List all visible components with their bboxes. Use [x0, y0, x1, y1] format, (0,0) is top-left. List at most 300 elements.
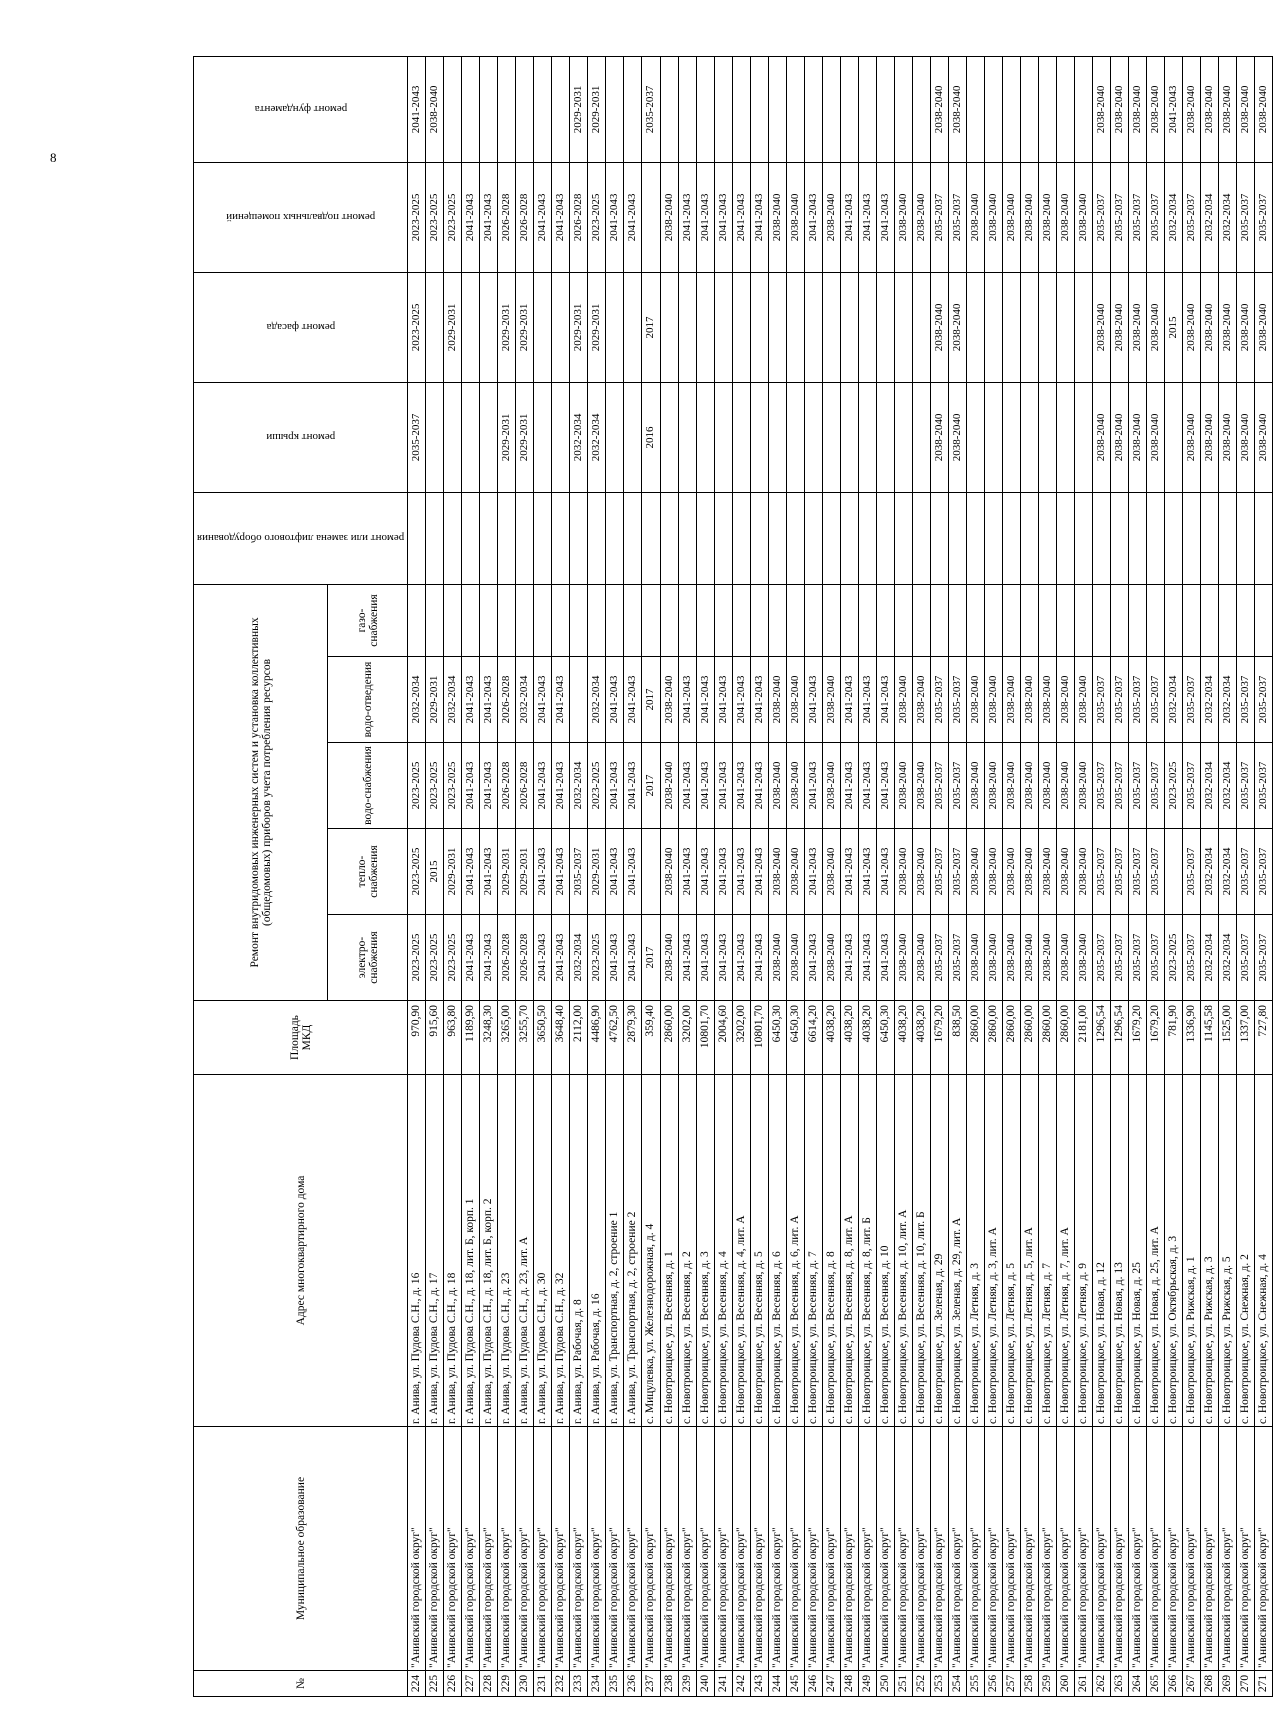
cell-lift	[912, 492, 930, 584]
cell-water: 2026-2028	[516, 743, 534, 829]
cell-basement: 2041-2043	[552, 162, 570, 272]
table-row	[1146, 56, 1164, 1696]
cell-area: 1336,90	[1182, 1001, 1200, 1075]
table-row	[642, 56, 660, 1696]
cell-facade	[678, 272, 696, 382]
cell-electric: 2023-2025	[426, 915, 444, 1001]
cell-water: 2041-2043	[678, 743, 696, 829]
cell-basement: 2038-2040	[1038, 162, 1056, 272]
cell-roof: 2038-2040	[930, 382, 948, 492]
cell-basement: 2038-2040	[984, 162, 1002, 272]
cell-gas	[930, 584, 948, 656]
cell-no: 236	[624, 1671, 642, 1697]
cell-address: г. Анива, ул. Пудова С.Н., д. 18, лит. Б, корп. 2	[480, 1075, 498, 1427]
cell-area: 3255,70	[516, 1001, 534, 1075]
cell-basement: 2041-2043	[876, 162, 894, 272]
cell-basement: 2038-2040	[660, 162, 678, 272]
cell-area: 4486,90	[588, 1001, 606, 1075]
cell-no: 233	[570, 1671, 588, 1697]
cell-area: 6614,20	[804, 1001, 822, 1075]
cell-basement: 2041-2043	[624, 162, 642, 272]
cell-electric: 2035-2037	[948, 915, 966, 1001]
cell-address: с. Новотроицкое, ул. Летняя, д. 3, лит. А	[984, 1075, 1002, 1427]
cell-electric: 2026-2028	[516, 915, 534, 1001]
cell-facade: 2038-2040	[1200, 272, 1218, 382]
cell-foundation	[1038, 56, 1056, 162]
cell-water: 2026-2028	[498, 743, 516, 829]
cell-roof	[732, 382, 750, 492]
table-header	[194, 56, 408, 1696]
cell-sewer: 2041-2043	[714, 657, 732, 743]
cell-address: с. Новотроицкое, ул. Весенняя, д. 3	[696, 1075, 714, 1427]
cell-lift	[534, 492, 552, 584]
cell-address: с. Новотроицкое, ул. Зеленая, д. 29, лит. А	[948, 1075, 966, 1427]
cell-roof	[1074, 382, 1092, 492]
cell-municipality: "Анивский городской округ"	[894, 1427, 912, 1671]
cell-gas	[804, 584, 822, 656]
cell-facade	[984, 272, 1002, 382]
cell-foundation: 2038-2040	[1237, 56, 1255, 162]
cell-address: с. Новотроицкое, ул. Новая, д. 13	[1110, 1075, 1128, 1427]
cell-no: 246	[804, 1671, 822, 1697]
cell-sewer: 2041-2043	[804, 657, 822, 743]
table-row	[804, 56, 822, 1696]
cell-no: 260	[1056, 1671, 1074, 1697]
cell-lift	[786, 492, 804, 584]
cell-basement: 2038-2040	[768, 162, 786, 272]
cell-basement: 2041-2043	[750, 162, 768, 272]
cell-gas	[1110, 584, 1128, 656]
cell-gas	[714, 584, 732, 656]
table-row	[714, 56, 732, 1696]
cell-gas	[624, 584, 642, 656]
cell-foundation	[1002, 56, 1020, 162]
cell-electric: 2041-2043	[462, 915, 480, 1001]
cell-gas	[1237, 584, 1255, 656]
cell-roof	[840, 382, 858, 492]
cell-water: 2038-2040	[1002, 743, 1020, 829]
cell-water: 2041-2043	[696, 743, 714, 829]
cell-water: 2035-2037	[1110, 743, 1128, 829]
table-row	[858, 56, 876, 1696]
cell-lift	[822, 492, 840, 584]
cell-no: 255	[966, 1671, 984, 1697]
cell-basement: 2023-2025	[426, 162, 444, 272]
cell-sewer: 2038-2040	[966, 657, 984, 743]
cell-address: с. Новотроицкое, ул. Весенняя, д. 1	[660, 1075, 678, 1427]
table-row	[1164, 56, 1182, 1696]
cell-water: 2038-2040	[786, 743, 804, 829]
cell-sewer: 2038-2040	[822, 657, 840, 743]
cell-sewer: 2038-2040	[1074, 657, 1092, 743]
cell-area: 915,60	[426, 1001, 444, 1075]
cell-facade	[534, 272, 552, 382]
cell-municipality: "Анивский городской округ"	[1146, 1427, 1164, 1671]
table-row	[732, 56, 750, 1696]
table-row	[840, 56, 858, 1696]
cell-foundation	[552, 56, 570, 162]
cell-facade: 2038-2040	[930, 272, 948, 382]
cell-gas	[1038, 584, 1056, 656]
cell-address: с. Новотроицкое, ул. Весенняя, д. 5	[750, 1075, 768, 1427]
cell-area: 1679,20	[1128, 1001, 1146, 1075]
cell-no: 269	[1218, 1671, 1236, 1697]
cell-electric: 2032-2034	[1218, 915, 1236, 1001]
cell-no: 242	[732, 1671, 750, 1697]
cell-area: 6450,30	[768, 1001, 786, 1075]
cell-gas	[1092, 584, 1110, 656]
cell-foundation	[516, 56, 534, 162]
cell-sewer: 2035-2037	[1128, 657, 1146, 743]
cell-facade: 2029-2031	[588, 272, 606, 382]
cell-basement: 2023-2025	[444, 162, 462, 272]
cell-area: 1679,20	[930, 1001, 948, 1075]
cell-basement: 2026-2028	[498, 162, 516, 272]
table-row	[930, 56, 948, 1696]
cell-sewer: 2035-2037	[1237, 657, 1255, 743]
table-row	[822, 56, 840, 1696]
table-row	[426, 56, 444, 1696]
cell-gas	[1074, 584, 1092, 656]
cell-basement: 2038-2040	[1020, 162, 1038, 272]
cell-municipality: "Анивский городской округ"	[516, 1427, 534, 1671]
cell-heat: 2038-2040	[1038, 829, 1056, 915]
cell-sewer: 2032-2034	[588, 657, 606, 743]
cell-gas	[966, 584, 984, 656]
cell-electric: 2038-2040	[912, 915, 930, 1001]
cell-water: 2038-2040	[894, 743, 912, 829]
cell-water: 2038-2040	[1020, 743, 1038, 829]
cell-sewer: 2032-2034	[1200, 657, 1218, 743]
cell-lift	[1146, 492, 1164, 584]
cell-electric: 2023-2025	[408, 915, 426, 1001]
cell-facade	[876, 272, 894, 382]
cell-sewer: 2041-2043	[732, 657, 750, 743]
cell-heat: 2038-2040	[822, 829, 840, 915]
table-row	[1092, 56, 1110, 1696]
cell-roof	[984, 382, 1002, 492]
cell-electric: 2041-2043	[480, 915, 498, 1001]
cell-roof	[750, 382, 768, 492]
cell-electric: 2023-2025	[588, 915, 606, 1001]
cell-basement: 2038-2040	[966, 162, 984, 272]
cell-sewer	[570, 657, 588, 743]
cell-gas	[696, 584, 714, 656]
cell-heat: 2038-2040	[1020, 829, 1038, 915]
cell-electric: 2038-2040	[1038, 915, 1056, 1001]
cell-water: 2041-2043	[804, 743, 822, 829]
cell-electric: 2035-2037	[1182, 915, 1200, 1001]
cell-water: 2041-2043	[462, 743, 480, 829]
cell-municipality: "Анивский городской округ"	[1164, 1427, 1182, 1671]
cell-address: г. Анива, ул. Пудова С.Н., д. 23, лит. А	[516, 1075, 534, 1427]
table-row	[1074, 56, 1092, 1696]
cell-facade	[804, 272, 822, 382]
cell-area: 838,50	[948, 1001, 966, 1075]
cell-no: 252	[912, 1671, 930, 1697]
cell-foundation	[984, 56, 1002, 162]
cell-area: 4038,20	[894, 1001, 912, 1075]
cell-water: 2035-2037	[948, 743, 966, 829]
table-row	[1020, 56, 1038, 1696]
cell-no: 256	[984, 1671, 1002, 1697]
cell-foundation	[462, 56, 480, 162]
header-gas: газо-снабжения	[328, 584, 408, 656]
cell-lift	[1020, 492, 1038, 584]
cell-lift	[624, 492, 642, 584]
cell-address: с. Новотроицкое, ул. Весенняя, д. 2	[678, 1075, 696, 1427]
cell-area: 2860,00	[1038, 1001, 1056, 1075]
cell-roof	[714, 382, 732, 492]
cell-heat: 2035-2037	[1092, 829, 1110, 915]
cell-sewer: 2035-2037	[948, 657, 966, 743]
cell-water: 2038-2040	[660, 743, 678, 829]
cell-lift	[714, 492, 732, 584]
cell-foundation	[804, 56, 822, 162]
cell-sewer: 2032-2034	[444, 657, 462, 743]
cell-heat: 2041-2043	[750, 829, 768, 915]
cell-water: 2023-2025	[426, 743, 444, 829]
cell-facade	[894, 272, 912, 382]
cell-heat: 2035-2037	[1255, 829, 1273, 915]
cell-area: 2860,00	[1002, 1001, 1020, 1075]
header-facade: ремонт фасада	[194, 272, 408, 382]
cell-area: 1296,54	[1110, 1001, 1128, 1075]
cell-basement: 2035-2037	[1110, 162, 1128, 272]
cell-area: 6450,30	[876, 1001, 894, 1075]
cell-municipality: "Анивский городской округ"	[966, 1427, 984, 1671]
cell-basement: 2026-2028	[570, 162, 588, 272]
cell-gas	[732, 584, 750, 656]
cell-electric: 2023-2025	[1164, 915, 1182, 1001]
cell-area: 3248,30	[480, 1001, 498, 1075]
header-area: Площадь МКД	[194, 1001, 408, 1075]
cell-water: 2035-2037	[930, 743, 948, 829]
cell-address: г. Анива, ул. Пудова С.Н., д. 18, лит. Б, корп. 1	[462, 1075, 480, 1427]
cell-municipality: "Анивский городской округ"	[1110, 1427, 1128, 1671]
cell-gas	[516, 584, 534, 656]
cell-municipality: "Анивский городской округ"	[1020, 1427, 1038, 1671]
cell-heat: 2035-2037	[948, 829, 966, 915]
cell-facade: 2038-2040	[1255, 272, 1273, 382]
cell-roof	[462, 382, 480, 492]
cell-gas	[1020, 584, 1038, 656]
cell-municipality: "Анивский городской округ"	[588, 1427, 606, 1671]
cell-no: 253	[930, 1671, 948, 1697]
cell-municipality: "Анивский городской округ"	[1092, 1427, 1110, 1671]
cell-basement: 2032-2034	[1200, 162, 1218, 272]
cell-lift	[1074, 492, 1092, 584]
cell-foundation	[786, 56, 804, 162]
cell-no: 254	[948, 1671, 966, 1697]
cell-heat: 2038-2040	[1056, 829, 1074, 915]
cell-sewer: 2038-2040	[912, 657, 930, 743]
cell-heat: 2038-2040	[912, 829, 930, 915]
cell-gas	[876, 584, 894, 656]
cell-water: 2032-2034	[570, 743, 588, 829]
cell-roof	[444, 382, 462, 492]
cell-water: 2041-2043	[714, 743, 732, 829]
cell-gas	[498, 584, 516, 656]
cell-heat: 2035-2037	[1146, 829, 1164, 915]
cell-roof: 2029-2031	[516, 382, 534, 492]
cell-sewer: 2032-2034	[408, 657, 426, 743]
cell-gas	[1255, 584, 1273, 656]
cell-heat: 2038-2040	[660, 829, 678, 915]
cell-lift	[732, 492, 750, 584]
cell-electric: 2041-2043	[876, 915, 894, 1001]
cell-lift	[588, 492, 606, 584]
cell-municipality: "Анивский городской округ"	[642, 1427, 660, 1671]
cell-area: 2860,00	[1020, 1001, 1038, 1075]
cell-lift	[642, 492, 660, 584]
cell-municipality: "Анивский городской округ"	[786, 1427, 804, 1671]
cell-foundation: 2038-2040	[1092, 56, 1110, 162]
cell-sewer: 2035-2037	[1182, 657, 1200, 743]
cell-gas	[1056, 584, 1074, 656]
table-row	[750, 56, 768, 1696]
cell-area: 1679,20	[1146, 1001, 1164, 1075]
cell-area: 3202,00	[732, 1001, 750, 1075]
cell-sewer: 2041-2043	[462, 657, 480, 743]
cell-no: 267	[1182, 1671, 1200, 1697]
cell-sewer: 2035-2037	[930, 657, 948, 743]
cell-basement: 2041-2043	[480, 162, 498, 272]
table-row	[678, 56, 696, 1696]
cell-municipality: "Анивский городской округ"	[444, 1427, 462, 1671]
table-row	[1237, 56, 1255, 1696]
header-sewer: водо-отведения	[328, 657, 408, 743]
table-row	[696, 56, 714, 1696]
cell-roof	[894, 382, 912, 492]
cell-lift	[606, 492, 624, 584]
cell-municipality: "Анивский городской округ"	[1056, 1427, 1074, 1671]
cell-water: 2041-2043	[534, 743, 552, 829]
cell-heat: 2041-2043	[552, 829, 570, 915]
table-row	[1200, 56, 1218, 1696]
cell-roof: 2032-2034	[570, 382, 588, 492]
cell-area: 6450,30	[786, 1001, 804, 1075]
cell-gas	[534, 584, 552, 656]
cell-municipality: "Анивский городской округ"	[696, 1427, 714, 1671]
cell-gas	[570, 584, 588, 656]
cell-gas	[462, 584, 480, 656]
cell-no: 251	[894, 1671, 912, 1697]
cell-municipality: "Анивский городской округ"	[1128, 1427, 1146, 1671]
cell-heat: 2041-2043	[678, 829, 696, 915]
cell-area: 1296,54	[1092, 1001, 1110, 1075]
cell-heat: 2015	[426, 829, 444, 915]
cell-electric: 2038-2040	[894, 915, 912, 1001]
cell-facade: 2023-2025	[408, 272, 426, 382]
repair-schedule-table	[193, 56, 1273, 1697]
cell-sewer: 2041-2043	[696, 657, 714, 743]
cell-no: 258	[1020, 1671, 1038, 1697]
cell-heat: 2023-2025	[408, 829, 426, 915]
cell-sewer: 2035-2037	[1255, 657, 1273, 743]
cell-area: 1337,00	[1237, 1001, 1255, 1075]
cell-address: г. Анива, ул. Пудова С.Н., д. 32	[552, 1075, 570, 1427]
cell-municipality: "Анивский городской округ"	[1038, 1427, 1056, 1671]
cell-heat: 2038-2040	[768, 829, 786, 915]
cell-lift	[1092, 492, 1110, 584]
cell-gas	[786, 584, 804, 656]
cell-heat: 2035-2037	[930, 829, 948, 915]
cell-area: 2112,00	[570, 1001, 588, 1075]
cell-sewer: 2041-2043	[552, 657, 570, 743]
cell-heat: 2041-2043	[534, 829, 552, 915]
cell-water: 2035-2037	[1146, 743, 1164, 829]
cell-roof	[480, 382, 498, 492]
cell-municipality: "Анивский городской округ"	[840, 1427, 858, 1671]
cell-heat: 2041-2043	[714, 829, 732, 915]
cell-gas	[678, 584, 696, 656]
cell-facade	[840, 272, 858, 382]
cell-foundation	[498, 56, 516, 162]
cell-electric: 2041-2043	[624, 915, 642, 1001]
cell-municipality: "Анивский городской округ"	[570, 1427, 588, 1671]
cell-address: с. Новотроицкое, ул. Весенняя, д. 6, лит. А	[786, 1075, 804, 1427]
cell-basement: 2038-2040	[912, 162, 930, 272]
cell-basement: 2041-2043	[804, 162, 822, 272]
cell-facade	[426, 272, 444, 382]
cell-no: 248	[840, 1671, 858, 1697]
cell-basement: 2035-2037	[1128, 162, 1146, 272]
cell-area: 3650,50	[534, 1001, 552, 1075]
cell-sewer: 2032-2034	[1218, 657, 1236, 743]
cell-facade: 2038-2040	[948, 272, 966, 382]
cell-address: г. Анива, ул. Рабочая, д. 8	[570, 1075, 588, 1427]
cell-facade	[1002, 272, 1020, 382]
cell-basement: 2041-2043	[678, 162, 696, 272]
cell-foundation	[840, 56, 858, 162]
cell-lift	[1237, 492, 1255, 584]
cell-no: 257	[1002, 1671, 1020, 1697]
cell-roof	[678, 382, 696, 492]
cell-address: с. Новотроицкое, ул. Зеленая, д. 29	[930, 1075, 948, 1427]
table-row	[588, 56, 606, 1696]
cell-no: 247	[822, 1671, 840, 1697]
table-row	[552, 56, 570, 1696]
table-row	[894, 56, 912, 1696]
cell-no: 259	[1038, 1671, 1056, 1697]
table-row	[1218, 56, 1236, 1696]
cell-gas	[588, 584, 606, 656]
cell-gas	[444, 584, 462, 656]
cell-address: с. Новотроицкое, ул. Летняя, д. 3	[966, 1075, 984, 1427]
cell-roof: 2038-2040	[1200, 382, 1218, 492]
cell-facade	[624, 272, 642, 382]
cell-foundation	[768, 56, 786, 162]
cell-address: с. Новотроицкое, ул. Снежная, д. 2	[1237, 1075, 1255, 1427]
table-row	[408, 56, 426, 1696]
cell-sewer: 2041-2043	[534, 657, 552, 743]
cell-foundation	[624, 56, 642, 162]
cell-facade: 2029-2031	[516, 272, 534, 382]
cell-basement: 2035-2037	[1146, 162, 1164, 272]
cell-roof	[1056, 382, 1074, 492]
table-row	[516, 56, 534, 1696]
cell-sewer: 2041-2043	[876, 657, 894, 743]
cell-area: 10801,70	[696, 1001, 714, 1075]
cell-basement: 2038-2040	[1074, 162, 1092, 272]
cell-no: 229	[498, 1671, 516, 1697]
cell-facade	[480, 272, 498, 382]
cell-roof	[426, 382, 444, 492]
cell-gas	[750, 584, 768, 656]
cell-lift	[966, 492, 984, 584]
table-row	[1182, 56, 1200, 1696]
